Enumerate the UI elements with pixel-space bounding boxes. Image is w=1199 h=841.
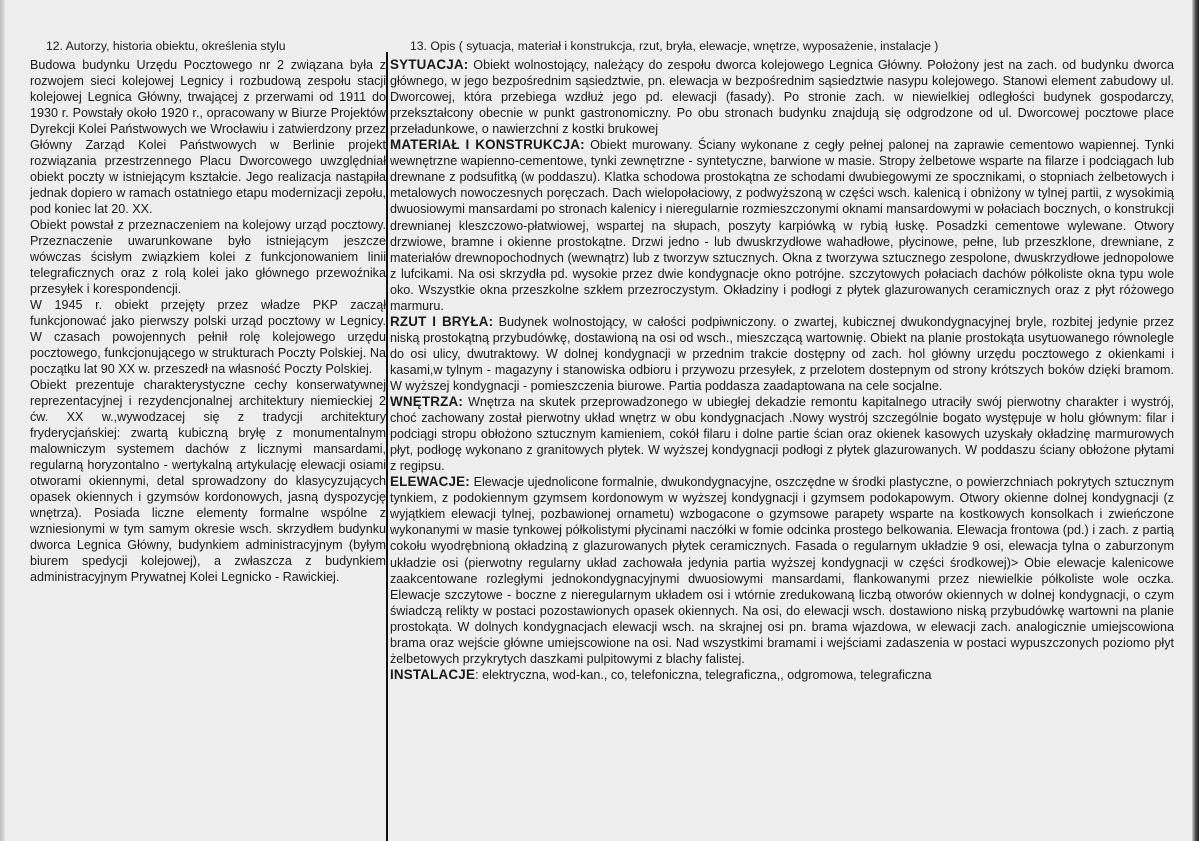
section-elewacje [390, 474, 1174, 667]
section-sytuacja [390, 57, 1174, 137]
history-column [30, 38, 386, 585]
section-text: : elektryczna, wod-kan., co, telefoniczna, telegraficzna,, odgromowa, telegraficzna [475, 667, 932, 682]
section-instalacje [390, 667, 1174, 683]
section-label: SYTUACJA: [390, 57, 469, 73]
scan-edge-left [0, 0, 5, 841]
section-rzut [390, 314, 1174, 394]
section-label: MATERIAŁ I KONSTRUKCJA: [390, 137, 585, 153]
section-text: Budynek wolnostojący, w całości podpiwniczony. o zwartej, kubicznej dwukondygnacyjnej bryle, rozbitej jedynie przez niską prostokątną przybudówkę, dostawioną na osi od wsch., mieszczącą wartownię. Obiekt na planie prostokąta usytuowanego równolegle do osi ulicy, dwutraktowy. W dolnej kondygnacji w przednim trakcie dostępny od zach. hol główny urzędu pocztowego z okienkami i kasami,w tylnym - magazyny i stanowiska odbioru i przywozu przesyłek, z przelotem dostepnym od strony krótszych boków dzięki bramom. W wyższej kondygnacji - pomieszczenia biurowe. Partia poddasza zaadaptowana na cele socjalne. [390, 314, 1174, 393]
history-paragraph-4: Obiekt prezentuje charakterystyczne cechy konserwatywnej reprezentacyjnej i rezydencjonalnej architektury niemieckiej 2 ćw. XX w.,wywodzacej się z tradycji architektury fryderycjańskiej: zwartą kubiczną bryłę z monumentalnym malowniczym systemem dachów z licznymi mansardami, regularną horyzontalno - wertykalną artykulację elewacji osiami otworami okiennymi, detal sprowadzony do klasycyzujących opasek okiennych i gzymsów kordonowych, jasną dyspozycję wnętrza). Posiada liczne elementy formalne wspólne z wzniesionymi w tym samym okresie wsch. skrzydłem budynku dworca Legnica Główny, budynkiem administracyjnym (byłym biurem spedycji kolejowej), a zwłaszcza z budynkiem administracyjnym Prywatnej Kolei Legnicko - Rawickiej. [30, 378, 386, 584]
section-text: Obiekt murowany. Ściany wykonane z cegły pełnej palonej na zaprawie cementowo wapiennej. Tynki wewnętrzne wapienno-cementowe, tynki zewnętrzne - syntetyczne, barwione w masie. Stropy żelbetowe wsparte na filarze i podciągach lub drewnane z podsufitką (w poddaszu). Klatka schodowa prostokątna ze schodami dwubiegowymi ze spocznikami, o stopniach żelbetowych i metalowych nowoczesnych poręczach. Dach wielopołaciowy, z podwyższoną w części wsch. kalenicą i obniżony w tylnej partii, z wysokimią dwuosiowymi mansardami po stronach kalenicy i nieregularnie rozmieszczonymi oknami mansardowymi w połaciach bocznych, o konstrukcji drewnianej kleszczowo-płatwiowej, wspartej na słupach, poszyty karpiówką w rybią łuskę. Posadzki cementowe wylewane. Otwory drzwiowe, bramne i okienne prostokątne. Drzwi jedno - lub dwuskrzydłowe wahadłowe, płycinowe, pełne, lub przeszklone, drewniane, z materiałów drewnopochodnych (wewnątrz) lub z tworzyw sztucznych. Okna z tworzywa sztucznego zespolone, dwuskrzydłowe jednopolowe z lufcikami. Na osi skrzydła pd. wysokie przez dwie kondygnacje okno potrójne. szczytowych połaciach dachów półkoliste okna typu wole oko. Wszystkie okna przeszkolne szkłem przezroczystym. Okładziny i podłogi z płytek glazurowanych ceramicznych oraz z płyt różowego marmuru. [390, 138, 1174, 313]
section-wnetrza [390, 394, 1174, 474]
scan-edge-right [1192, 0, 1199, 841]
section-label: WNĘTRZA: [390, 394, 463, 410]
section-label: ELEWACJE: [390, 474, 470, 490]
section-text: Obiekt wolnostojący, należący do zespołu dworca kolejowego Legnica Główny. Położony jest na zach. od budynku dworca głównego, w jego bezpośrednim sąsiedztwie, pn. elewacja w bezpośrednim sąsiedztwie nasypu kolejowego. Stanowi element zabudowy ul. Dworcowej, która przebiega wzdłuż jego pd. elewacji (fasady). Po stronie zach. w niewielkiej odległości budynek gospodarczy, przekształcony obecnie w punkt gastronomiczny. Po obu stronach budynku znajdują się odgrodzone od ul. Dworcowej pocztowe place przeładunkowe, o nawierzchni z kostki brukowej [390, 58, 1174, 137]
history-paragraph-2: Obiekt powstał z przeznaczeniem na kolejowy urząd pocztowy. Przeznaczenie uwarunkowane było istniejącym jeszcze wówczas ścisłym związkiem kolei z funkcjonowaniem linii telegraficznych oraz z rolą kolei jako głównego przewoźnika przesyłek i korespondencji. [30, 218, 386, 296]
description-heading: 13. Opis ( sytuacja, materiał i konstrukcja, rzut, bryła, elewacje, wnętrze, wyposażenie, instalacje ) [410, 39, 939, 53]
column-divider [386, 52, 388, 841]
history-paragraph-3: W 1945 r. obiekt przejęty przez władze PKP zaczął funkcjonować jako pierwszy polski urząd pocztowy w Legnicy. W czasach powojennych pełnił rolę kolejowego urzędu pocztowego, funkcjonującego w strukturach Poczty Polskiej. Na początku lat 90 XX w. przeszedł na własność Poczty Polskiej. [30, 298, 386, 376]
history-heading: 12. Autorzy, historia obiektu, określenia stylu [46, 39, 286, 53]
section-text: Elewacje ujednolicone formalnie, dwukondygnacyjne, oszczędne w środki plastyczne, o powierzchniach pokrytych sztucznym tynkiem, z podokiennym gzymsem kordonowym w wyższej kondygnacji i gzymsem podokapowym. Otwory okienne dolnej kondygnacji (z wyjątkiem elewacji tylnej, pozbawionej ornametu) wzbogacone o gzymsowe parapety wsparte na kostkowych konsolkach i zwieńczone wykonanymi w masie tynkowej półkolistymi płycinami naczółki w fomie odcinka prostego belkowania. Elewacja frontowa (pd.) i zach. z partią cokołu wyodrębnioną okładziną z glazurowanych płytek ceramicznych. Fasada o regularnym układzie 9 osi, elewacja tylna o zaburzonym układzie osi (pierwotny regularny układ zachowała jedynia partia wyższej kondygnacji w części środkowej)> Obie elewacje kalenicowe zaakcentowane rozległymi jednokondygnacyjnymi dwuosiowymi mansardami, flankowanymi przez niewielkie półkoliste wole oczka. Elewacje szczytowe - boczne z nieregularnym układem osi i wtórnie zredukowaną liczbą otworów okiennych w dolnej kondygnacji, o czym świadczą relikty w postaci pozostawionych opasek okiennych. Na osi, do elewacji wsch. dostawiono niską przybudówkę wartowni na planie prostokąta. W dolnych kondygnacjach elewacji wsch. na skrajnej osi pn. brama wjazdowa, w elewacji zach. analogicznie umiejscowiona brama oraz wejście główne umiejscowione na osi. Nad wszystkimi bramami i wejściami zadaszenia w postaci wypuszczonych poziomo płyt żelbetowych przykrytych daszkami pulpitowymi z blachy falistej. [390, 475, 1174, 666]
section-material [390, 137, 1174, 314]
section-label: INSTALACJE [390, 666, 476, 682]
section-text: Wnętrza na skutek przeprowadzonego w ubiegłej dekadzie remontu kapitalnego utraciły swój pierwotny charakter i wystrój, choć zachowany został pierwotny układ wnętrz w obu kondygnacjach .Nowy wystrój szczególnie bogato występuje w holu głównym: filar i podciągi stropu obłożono sztucznym kamieniem, cokół filaru i dolne partie ścian oraz okienek kasowych uzyskały okładzinę marmurowych płyt, podłogę wykonano z granitowych płytek. W wyższej kondygnacji podłogi z płytek glazurowanych. W poddaszu ściany obłożone płytami z regipsu. [390, 395, 1174, 474]
section-label: RZUT I BRYŁA: [390, 313, 494, 329]
history-paragraph-1: Budowa budynku Urzędu Pocztowego nr 2 związana była z rozwojem sieci kolejowej Legnicy i rozbudową zespołu stacji kolejowej Legnica Główny, trwającej z przerwami od 1911 do 1930 r. Powstały około 1920 r., opracowany w Biurze Projektów Dyrekcji Kolei Państwowych we Wrocławiu i zatwierdzony przez Główny Zarząd Kolei Państwowych w Berlinie projekt rozwiązania przestrzennego Placu Dworcowego uwzględniał obiekt poczty w istniejącym kształcie. Jego realizacja nastąpiła jednak dopiero w ramach ostatniego etapu modernizacji zepołu, pod koniec lat 20. XX. [30, 58, 386, 216]
description-column [390, 38, 1174, 683]
